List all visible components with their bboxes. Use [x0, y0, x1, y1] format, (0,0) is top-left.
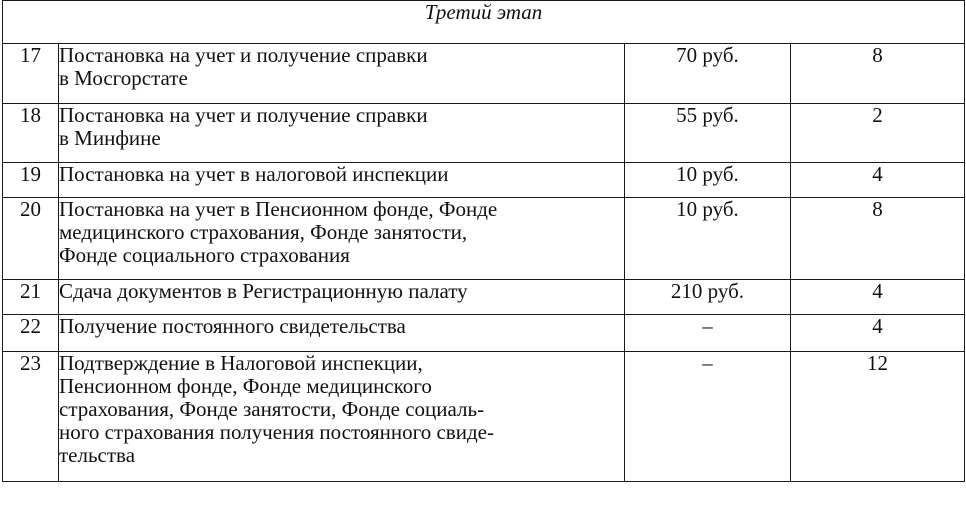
- table-row: [3, 104, 965, 163]
- row-cost: 55 руб.: [625, 104, 791, 163]
- row-days: 4: [791, 163, 965, 198]
- description-line: страхования, Фонде занятости, Фонде социаль-: [59, 397, 485, 421]
- row-description: [59, 280, 625, 315]
- description-line: Сдача документов в Регистрационную палату: [59, 279, 468, 303]
- table-row: [3, 44, 965, 104]
- row-number: 20: [3, 198, 59, 280]
- row-cost: 10 руб.: [625, 163, 791, 198]
- row-days: 2: [791, 104, 965, 163]
- registration-stage-table: [2, 0, 965, 482]
- row-cost: 70 руб.: [625, 44, 791, 104]
- description-line: Получение постоянного свидетельства: [59, 314, 406, 338]
- description-line: Подтверждение в Налоговой инспекции,: [59, 351, 423, 375]
- description-line: Фонде социального страхования: [59, 243, 350, 267]
- description-line: Постановка на учет и получение справки: [59, 103, 428, 127]
- row-description: [59, 352, 625, 482]
- row-cost: 210 руб.: [625, 280, 791, 315]
- description-line: Пенсионном фонде, Фонде медицинского: [59, 374, 432, 398]
- row-description: [59, 44, 625, 104]
- description-line: Постановка на учет и получение справки: [59, 43, 428, 67]
- row-number: 18: [3, 104, 59, 163]
- row-days: 12: [791, 352, 965, 482]
- stage-title: Третий этап: [3, 1, 965, 44]
- table-row: [3, 280, 965, 315]
- description-line: в Мосгорстате: [59, 66, 188, 90]
- row-cost: –: [625, 315, 791, 352]
- description-line: медицинского страхования, Фонде занятости,: [59, 220, 468, 244]
- row-number: 21: [3, 280, 59, 315]
- row-cost: 10 руб.: [625, 198, 791, 280]
- row-days: 8: [791, 198, 965, 280]
- row-days: 8: [791, 44, 965, 104]
- stage-header-row: [3, 1, 965, 44]
- row-description: [59, 198, 625, 280]
- row-number: 22: [3, 315, 59, 352]
- row-days: 4: [791, 315, 965, 352]
- description-line: в Минфине: [59, 126, 161, 150]
- row-number: 23: [3, 352, 59, 482]
- table-row: [3, 352, 965, 482]
- row-number: 19: [3, 163, 59, 198]
- table-row: [3, 315, 965, 352]
- row-description: [59, 315, 625, 352]
- table-row: [3, 163, 965, 198]
- row-days: 4: [791, 280, 965, 315]
- description-line: ного страхования получения постоянного свиде-: [59, 420, 494, 444]
- row-number: 17: [3, 44, 59, 104]
- description-line: тельства: [59, 443, 136, 467]
- row-cost: –: [625, 352, 791, 482]
- description-line: Постановка на учет в налоговой инспекции: [59, 162, 449, 186]
- row-description: [59, 163, 625, 198]
- row-description: [59, 104, 625, 163]
- description-line: Постановка на учет в Пенсионном фонде, Фонде: [59, 197, 498, 221]
- table-row: [3, 198, 965, 280]
